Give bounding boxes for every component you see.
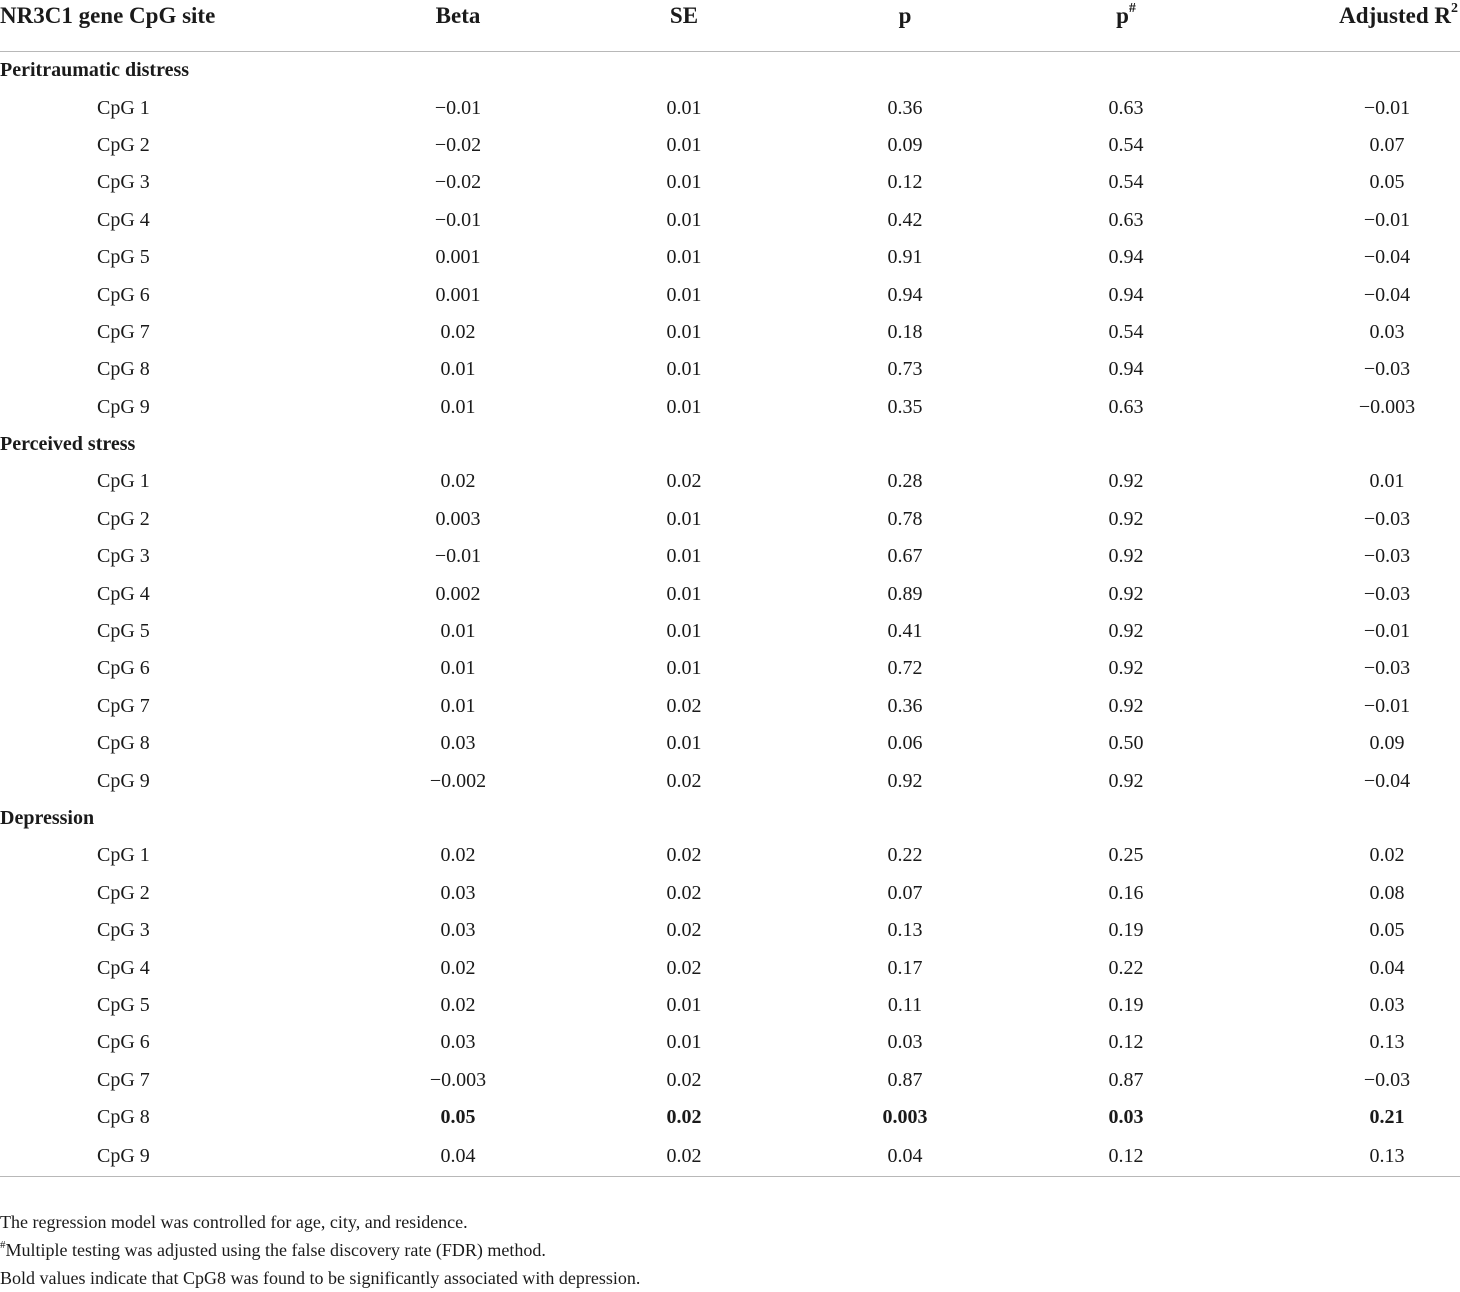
cell-p-adjusted: 0.92 (1108, 470, 1144, 493)
cell-p: 0.11 (887, 993, 923, 1016)
table-row (0, 650, 1460, 687)
cell-site: CpG 4 (97, 956, 150, 979)
cell-adjusted-r2: 0.13 (1234, 1136, 1460, 1177)
table-row (0, 762, 1460, 799)
cell-p-adjusted: 0.22 (1108, 956, 1144, 979)
cell-site: CpG 6 (97, 1031, 150, 1054)
cell-p-adjusted: 0.92 (1108, 545, 1144, 568)
cell-adjusted-r2: 0.03 (1369, 320, 1405, 343)
cell-p-adjusted: 0.94 (1108, 246, 1144, 269)
cell-beta: 0.002 (435, 582, 481, 605)
group-label: Depression (0, 807, 95, 829)
cell-beta: 0.01 (440, 395, 476, 418)
cell-beta: −0.02 (434, 171, 482, 194)
cell-adjusted-r2: −0.03 (1363, 1068, 1411, 1091)
cell-adjusted-r2: 0.01 (1369, 470, 1405, 493)
cell-beta: 0.02 (440, 844, 476, 867)
table-row (0, 613, 1460, 650)
cell-site: CpG 9 (97, 769, 150, 792)
header-beta: Beta (340, 0, 576, 52)
cell-beta: −0.01 (434, 208, 482, 231)
cell-se: 0.01 (666, 620, 702, 643)
cell-adjusted-r2: 0.09 (1369, 732, 1405, 755)
cell-p: 0.36 (887, 96, 923, 119)
footnote-fdr-marker: # (0, 1239, 6, 1251)
cell-adjusted-r2: −0.01 (1363, 96, 1411, 119)
cell-p-adjusted: 0.63 (1108, 208, 1144, 231)
cell-se: 0.02 (666, 470, 702, 493)
cell-site: CpG 4 (97, 208, 150, 231)
cell-adjusted-r2: −0.04 (1363, 246, 1411, 269)
cell-adjusted-r2: 0.07 (1369, 133, 1405, 156)
cell-p-adjusted: 0.63 (1108, 395, 1144, 418)
cell-adjusted-r2: −0.03 (1363, 358, 1411, 381)
cell-site: CpG 7 (97, 694, 150, 717)
table-footnotes (0, 1208, 1460, 1292)
cell-se: 0.02 (666, 1068, 702, 1091)
cell-adjusted-r2: −0.04 (1363, 769, 1411, 792)
cell-p: 0.35 (887, 395, 923, 418)
cell-p-adjusted: 0.87 (1108, 1068, 1144, 1091)
table-row (0, 351, 1460, 388)
cell-site: CpG 2 (97, 881, 150, 904)
cell-p: 0.04 (792, 1136, 1018, 1177)
table-row (0, 164, 1460, 201)
cell-p-adjusted: 0.63 (1108, 96, 1144, 119)
table-row (0, 987, 1460, 1024)
cell-site: CpG 9 (97, 395, 150, 418)
cell-p: 0.73 (887, 358, 923, 381)
cell-adjusted-r2: −0.03 (1363, 545, 1411, 568)
header-p-adjusted-base: p (1116, 3, 1129, 28)
table-row (0, 276, 1460, 313)
cell-site: CpG 1 (97, 470, 150, 493)
cell-adjusted-r2: 0.03 (1369, 993, 1405, 1016)
cell-site: CpG 5 (97, 620, 150, 643)
table-row (0, 949, 1460, 986)
cell-site: CpG 3 (97, 545, 150, 568)
table-row (0, 314, 1460, 351)
cell-se: 0.01 (666, 657, 702, 680)
table-row (0, 1136, 1460, 1177)
footnote-model: The regression model was controlled for age, city, and residence. (0, 1212, 468, 1232)
cell-se: 0.01 (666, 320, 702, 343)
cell-p-adjusted: 0.54 (1108, 133, 1144, 156)
footnote-fdr-text: Multiple testing was adjusted using the false discovery rate (FDR) method. (5, 1240, 546, 1260)
footnote-bold: Bold values indicate that CpG8 was found to be significantly associated with depression. (0, 1268, 641, 1288)
table-row (0, 202, 1460, 239)
table-row (0, 89, 1460, 126)
header-se: SE (576, 0, 792, 52)
cell-p-adjusted: 0.92 (1108, 507, 1144, 530)
cell-p: 0.92 (887, 769, 923, 792)
cell-beta: −0.003 (429, 1068, 487, 1091)
cell-p: 0.06 (887, 732, 923, 755)
cell-beta: 0.003 (435, 507, 481, 530)
cell-se: 0.01 (666, 96, 702, 119)
cell-site: CpG 8 (97, 1106, 150, 1129)
cell-se: 0.01 (666, 582, 702, 605)
cell-p: 0.87 (887, 1068, 923, 1091)
cell-se: 0.02 (666, 769, 702, 792)
cell-site: CpG 7 (97, 1068, 150, 1091)
cell-p: 0.07 (887, 881, 923, 904)
table-row (0, 1062, 1460, 1099)
header-adjusted-r2-sup: 2 (1451, 1, 1458, 17)
cell-p-adjusted: 0.12 (1108, 1031, 1144, 1054)
cell-adjusted-r2: −0.01 (1363, 694, 1411, 717)
group-label: Peritraumatic distress (0, 59, 190, 82)
group-header-row (0, 426, 1460, 463)
table-row (0, 127, 1460, 164)
cell-p-adjusted: 0.92 (1108, 582, 1144, 605)
cell-site: CpG 8 (97, 732, 150, 755)
cell-p-adjusted: 0.92 (1108, 657, 1144, 680)
cell-site: CpG 5 (97, 246, 150, 269)
table-row (0, 1099, 1460, 1136)
table-row (0, 501, 1460, 538)
header-site: NR3C1 gene CpG site (0, 0, 340, 52)
cell-p-adjusted: 0.54 (1108, 171, 1144, 194)
cell-p-adjusted: 0.92 (1108, 769, 1144, 792)
cell-p-adjusted: 0.92 (1108, 620, 1144, 643)
cell-beta: −0.01 (434, 96, 482, 119)
table-row (0, 389, 1460, 426)
table-row (0, 912, 1460, 949)
cell-adjusted-r2: 0.08 (1369, 881, 1405, 904)
cell-se: 0.01 (666, 507, 702, 530)
cell-site: CpG 6 (97, 283, 150, 306)
cell-p-adjusted: 0.92 (1108, 694, 1144, 717)
cell-p-adjusted: 0.03 (1108, 1106, 1144, 1129)
cell-beta: 0.01 (440, 358, 476, 381)
cell-se: 0.01 (666, 283, 702, 306)
cell-beta: 0.01 (440, 620, 476, 643)
cell-p-adjusted: 0.19 (1108, 993, 1144, 1016)
cell-beta: 0.03 (440, 732, 476, 755)
cell-se: 0.01 (666, 358, 702, 381)
table-row (0, 538, 1460, 575)
cell-site: CpG 5 (97, 993, 150, 1016)
cell-se: 0.01 (666, 545, 702, 568)
cell-adjusted-r2: −0.03 (1363, 657, 1411, 680)
cell-se: 0.01 (666, 395, 702, 418)
cell-p-adjusted: 0.54 (1108, 320, 1144, 343)
cell-site: CpG 4 (97, 582, 150, 605)
cell-p-adjusted: 0.19 (1108, 919, 1144, 942)
cell-p-adjusted: 0.16 (1108, 881, 1144, 904)
cell-beta: 0.04 (340, 1136, 576, 1177)
cell-se: 0.01 (666, 208, 702, 231)
group-label: Perceived stress (0, 433, 136, 456)
cell-beta: 0.03 (440, 919, 476, 942)
cell-beta: 0.01 (440, 657, 476, 680)
cell-site: CpG 2 (97, 507, 150, 530)
table-row (0, 463, 1460, 500)
cell-site: CpG 3 (97, 171, 150, 194)
cell-p: 0.78 (887, 507, 923, 530)
cell-site: CpG 1 (97, 96, 150, 119)
cell-site: CpG 8 (97, 358, 150, 381)
cell-site: CpG 9 (0, 1136, 340, 1177)
cell-beta: 0.02 (440, 993, 476, 1016)
cell-p-adjusted: 0.25 (1108, 844, 1144, 867)
table-body (0, 52, 1460, 1177)
cell-p: 0.67 (887, 545, 923, 568)
cell-p: 0.94 (887, 283, 923, 306)
cell-p: 0.42 (887, 208, 923, 231)
cell-beta: 0.01 (440, 694, 476, 717)
cell-p: 0.28 (887, 470, 923, 493)
cell-p: 0.89 (887, 582, 923, 605)
cell-adjusted-r2: −0.04 (1363, 283, 1411, 306)
table-row (0, 575, 1460, 612)
cell-se: 0.01 (666, 993, 702, 1016)
cell-se: 0.01 (666, 133, 702, 156)
cell-adjusted-r2: 0.21 (1369, 1106, 1405, 1129)
cell-beta: 0.02 (440, 320, 476, 343)
cell-se: 0.02 (666, 881, 702, 904)
header-adjusted-r2 (1234, 0, 1460, 52)
table-row (0, 1024, 1460, 1061)
cell-adjusted-r2: 0.13 (1369, 1031, 1405, 1054)
cell-se: 0.01 (666, 171, 702, 194)
cell-p: 0.36 (887, 694, 923, 717)
cell-adjusted-r2: 0.02 (1369, 844, 1405, 867)
cell-beta: 0.001 (435, 283, 481, 306)
cell-p-adjusted: 0.50 (1108, 732, 1144, 755)
cell-site: CpG 6 (97, 657, 150, 680)
table-row (0, 725, 1460, 762)
cell-adjusted-r2: −0.01 (1363, 208, 1411, 231)
table-row (0, 688, 1460, 725)
header-row (0, 0, 1460, 52)
cell-p: 0.003 (882, 1106, 928, 1129)
header-p: p (792, 0, 1018, 52)
cell-site: CpG 2 (97, 133, 150, 156)
group-header-row (0, 800, 1460, 837)
cell-p: 0.41 (887, 620, 923, 643)
cell-site: CpG 7 (97, 320, 150, 343)
cell-beta: −0.01 (434, 545, 482, 568)
cell-se: 0.02 (576, 1136, 792, 1177)
cell-se: 0.02 (666, 956, 702, 979)
cell-p: 0.03 (887, 1031, 923, 1054)
cell-beta: 0.03 (440, 881, 476, 904)
cell-adjusted-r2: −0.01 (1363, 620, 1411, 643)
cell-p: 0.17 (887, 956, 923, 979)
cell-se: 0.02 (666, 919, 702, 942)
cell-beta: 0.02 (440, 956, 476, 979)
cell-p: 0.18 (887, 320, 923, 343)
cell-adjusted-r2: 0.05 (1369, 919, 1405, 942)
cell-site: CpG 3 (97, 919, 150, 942)
cell-p: 0.09 (887, 133, 923, 156)
cell-se: 0.01 (666, 1031, 702, 1054)
group-header-row (0, 52, 1460, 90)
cell-adjusted-r2: −0.003 (1358, 395, 1416, 418)
header-adjusted-r2-base: Adjusted R (1339, 3, 1451, 28)
cell-se: 0.02 (666, 1106, 702, 1129)
cell-adjusted-r2: 0.05 (1369, 171, 1405, 194)
cell-p: 0.12 (887, 171, 923, 194)
header-p-adjusted (1018, 0, 1234, 52)
cell-p-adjusted: 0.94 (1108, 283, 1144, 306)
cell-se: 0.02 (666, 844, 702, 867)
cell-adjusted-r2: −0.03 (1363, 582, 1411, 605)
cell-p: 0.91 (887, 246, 923, 269)
cell-beta: −0.002 (429, 769, 487, 792)
cell-p-adjusted: 0.94 (1108, 358, 1144, 381)
header-p-adjusted-sup: # (1128, 1, 1136, 17)
cell-p: 0.72 (887, 657, 923, 680)
cell-se: 0.01 (666, 732, 702, 755)
table-row (0, 239, 1460, 276)
cell-p-adjusted: 0.12 (1018, 1136, 1234, 1177)
table-row (0, 837, 1460, 874)
footnote-fdr (0, 1236, 1460, 1264)
cell-beta: 0.001 (435, 246, 481, 269)
cell-beta: 0.03 (440, 1031, 476, 1054)
cell-beta: −0.02 (434, 133, 482, 156)
table-row (0, 875, 1460, 912)
cell-se: 0.01 (666, 246, 702, 269)
cell-adjusted-r2: −0.03 (1363, 507, 1411, 530)
cell-adjusted-r2: 0.04 (1369, 956, 1405, 979)
cell-site: CpG 1 (97, 844, 150, 867)
cell-beta: 0.02 (440, 470, 476, 493)
cell-se: 0.02 (666, 694, 702, 717)
cell-beta: 0.05 (440, 1106, 476, 1129)
cell-p: 0.13 (887, 919, 923, 942)
cell-p: 0.22 (887, 844, 923, 867)
